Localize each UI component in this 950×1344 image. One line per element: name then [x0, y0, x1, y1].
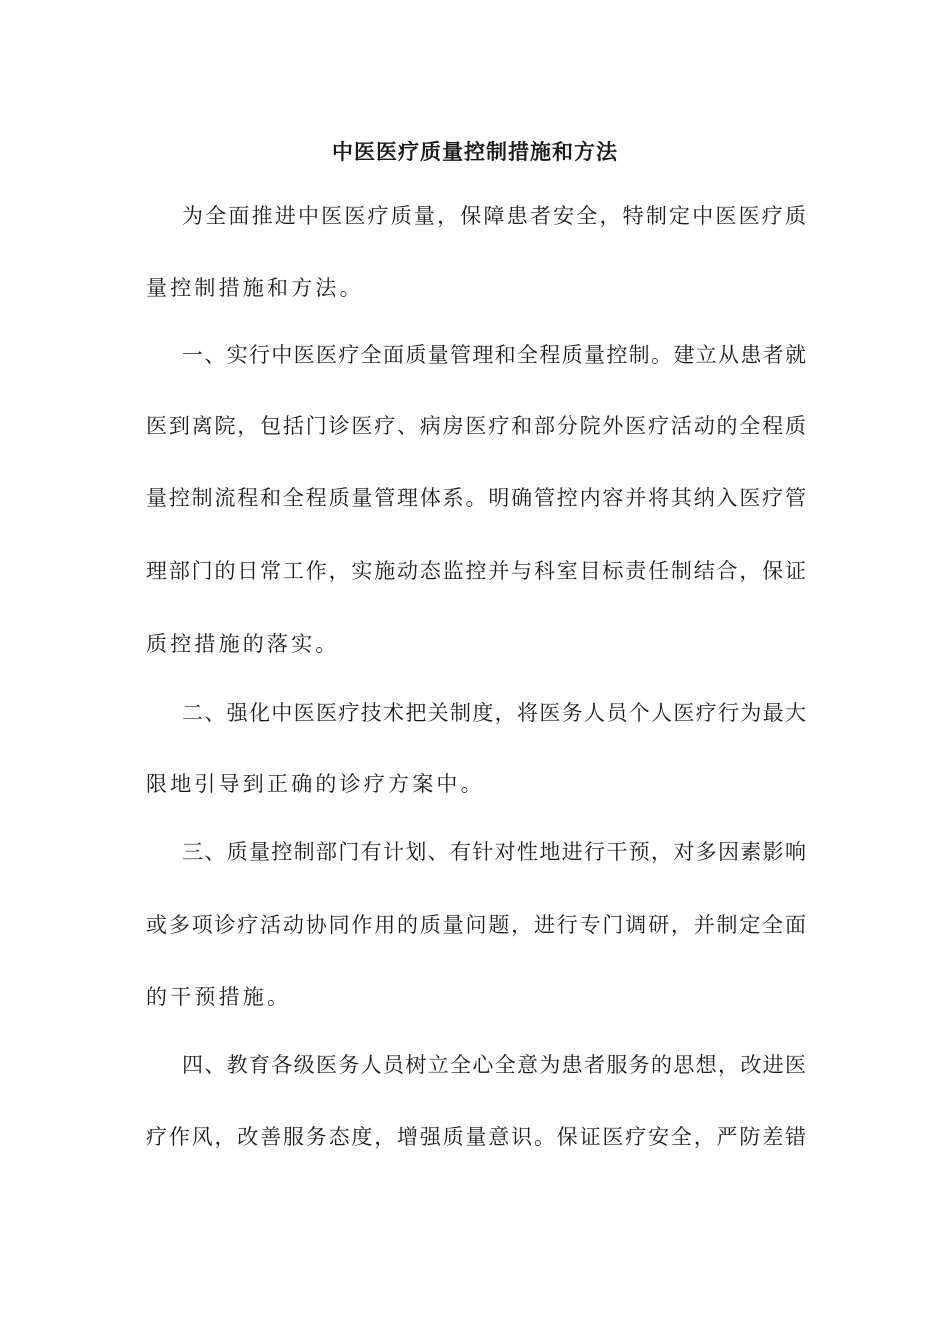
paragraph-line: 或多项诊疗活动协同作用的质量问题，进行专门调研，并制定全面 [146, 913, 806, 937]
paragraph-line: 一、实行中医医疗全面质量管理和全程质量控制。建立从患者就 [182, 343, 806, 367]
paragraph-line: 疗作风，改善服务态度，增强质量意识。保证医疗安全，严防差错 [146, 1125, 806, 1149]
paragraph-line: 的干预措施。 [146, 985, 292, 1009]
document-title: 中医医疗质量控制措施和方法 [332, 140, 618, 164]
paragraph-line: 限地引导到正确的诊疗方案中。 [146, 772, 485, 796]
paragraph-line: 三、质量控制部门有计划、有针对性地进行干预，对多因素影响 [182, 840, 806, 864]
paragraph-line: 二、强化中医医疗技术把关制度，将医务人员个人医疗行为最大 [182, 701, 806, 725]
paragraph-line: 医到离院，包括门诊医疗、病房医疗和部分院外医疗活动的全程质 [146, 414, 806, 438]
paragraph-line: 质控措施的落实。 [146, 632, 340, 656]
paragraph-line: 量控制措施和方法。 [146, 276, 364, 300]
paragraph-line: 理部门的日常工作，实施动态监控并与科室目标责任制结合，保证 [146, 559, 806, 583]
paragraph-line: 为全面推进中医医疗质量，保障患者安全，特制定中医医疗质 [182, 204, 806, 228]
paragraph-line: 量控制流程和全程质量管理体系。明确管控内容并将其纳入医疗管 [146, 486, 806, 510]
paragraph-line: 四、教育各级医务人员树立全心全意为患者服务的思想，改进医 [182, 1053, 806, 1077]
